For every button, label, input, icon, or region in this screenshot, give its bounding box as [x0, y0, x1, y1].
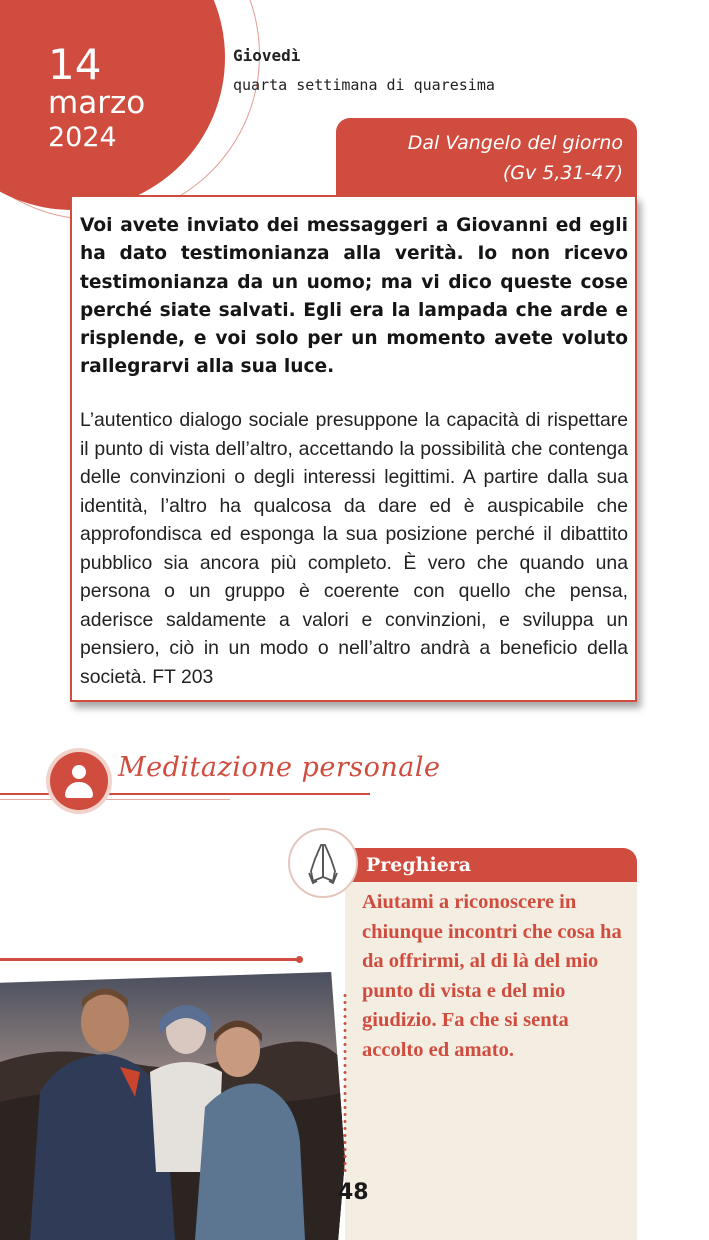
meditation-title: Meditazione personale	[118, 752, 441, 783]
gospel-commentary: L’autentico dialogo sociale presuppone la capacità di rispettare il punto di vista dell’altro, accettando la possibilità che contenga delle convinzioni o degli interessi legittimi. A partire dalla sua identità, l’altro ha qualcosa da dare ed è auspicabile che approfondisca ed esponga la sua posizione perché il dibattito pubblico sia ancora più completo. È vero che quando una persona o un gruppo è coerente con quello che pensa, aderisce saldamente a valori e convinzioni, e sviluppa un pensiero, ciò in un modo o nell’altro andrà a beneficio della società. FT 203	[80, 409, 628, 688]
family-photo	[0, 972, 345, 1240]
date-month: marzo	[48, 85, 146, 121]
meditation-underline-secondary	[0, 799, 230, 800]
person-icon	[50, 752, 108, 810]
photo-top-line	[0, 958, 300, 961]
dotted-divider	[343, 992, 347, 1172]
date-day: 14	[48, 40, 102, 89]
gospel-reference: (Gv 5,31-47)	[502, 162, 623, 184]
weekday-label: Giovedì	[233, 46, 301, 65]
prayer-text: Aiutami a riconoscere in chiunque incontri che cosa ha da offrirmi, al di là del mio punto di vista e del mio giudizio. Fa che si senta accolto ed amato.	[362, 891, 622, 1061]
date-year: 2024	[48, 122, 117, 153]
prayer-title: Preghiera	[352, 848, 637, 882]
page-number: 48	[338, 1180, 369, 1205]
gospel-tab-title: Dal Vangelo del giorno	[407, 132, 623, 154]
gospel-quote: Voi avete inviato dei messaggeri a Giovanni ed egli ha dato testimonianza alla verità. Io non ricevo testimonianza da un uomo; ma vi dico queste cose perché siate salvati. Egli era la lampada che arde e risplende, e voi solo per un momento avete voluto rallegrarvi alla sua luce.	[80, 215, 628, 378]
liturgical-week-label: quarta settimana di quaresima	[233, 76, 495, 94]
praying-hands-icon	[288, 828, 358, 898]
photo-line-dot	[296, 956, 303, 963]
gospel-tab	[336, 118, 637, 197]
